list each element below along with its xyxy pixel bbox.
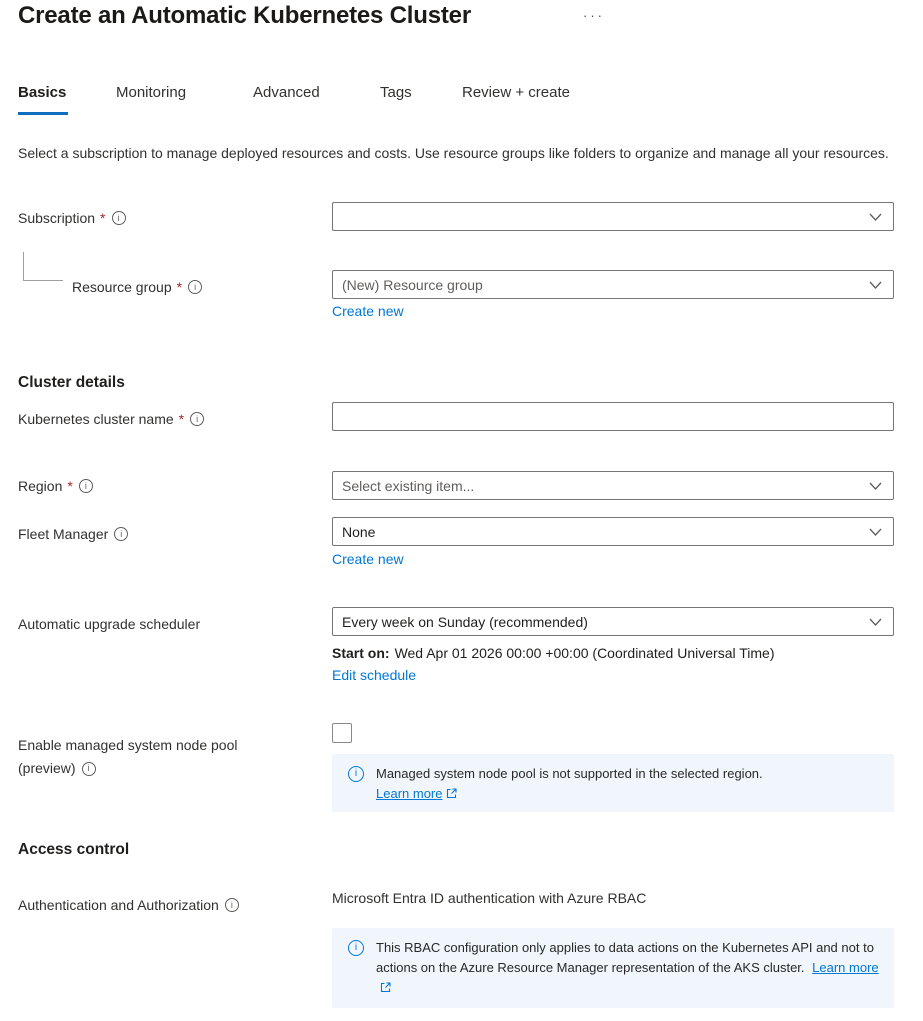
tab-monitoring[interactable]: Monitoring — [116, 84, 187, 101]
cluster-name-info-icon[interactable]: i — [190, 412, 204, 426]
page-title: Create an Automatic Kubernetes Cluster — [18, 2, 471, 29]
active-tab-indicator — [18, 112, 68, 115]
auth-label: Authentication and Authorization i — [18, 897, 239, 913]
upgrade-scheduler-label: Automatic upgrade scheduler — [18, 616, 201, 632]
tab-advanced[interactable]: Advanced — [253, 84, 320, 101]
required-marker: * — [176, 279, 183, 295]
fleet-manager-dropdown[interactable] — [332, 517, 894, 546]
tab-basics[interactable]: Basics — [18, 84, 67, 101]
subscription-info-icon[interactable]: i — [112, 211, 126, 225]
cluster-name-label: Kubernetes cluster name * i — [18, 411, 204, 427]
chevron-down-icon — [869, 528, 882, 537]
fleet-manager-info-icon[interactable]: i — [114, 527, 128, 541]
auth-info-text: This RBAC configuration only applies to data actions on the Kubernetes API and not to actions on the Azure Resource Manager representation of the AKS cluster. — [376, 940, 874, 975]
node-pool-learn-more-link[interactable]: Learn more — [376, 786, 443, 801]
resource-group-dropdown[interactable] — [332, 270, 894, 299]
subscription-dropdown[interactable] — [332, 202, 894, 231]
required-marker: * — [67, 478, 73, 494]
intro-text: Select a subscription to manage deployed resources and costs. Use resource groups like folders to organize and manage all your resources. — [18, 145, 889, 161]
upgrade-start-on-text — [332, 645, 774, 661]
cluster-details-heading: Cluster details — [18, 374, 125, 391]
upgrade-scheduler-dropdown[interactable] — [332, 607, 894, 636]
start-on-label: Start on: — [332, 645, 390, 661]
region-info-icon[interactable]: i — [79, 479, 93, 493]
node-pool-info-icon[interactable]: i — [82, 762, 96, 776]
node-pool-label: Enable managed system node pool (preview) i — [18, 737, 238, 776]
info-icon: i — [348, 766, 364, 782]
cluster-name-input[interactable] — [332, 402, 894, 431]
resource-group-indent-connector — [23, 252, 63, 281]
resource-group-create-new-link[interactable]: Create new — [332, 303, 404, 319]
start-on-value: Wed Apr 01 2026 00:00 +00:00 (Coordinated Universal Time) — [394, 645, 775, 661]
access-control-heading: Access control — [18, 841, 130, 858]
tab-review-create[interactable]: Review + create — [462, 84, 570, 101]
auth-info-box — [332, 928, 894, 1008]
chevron-down-icon — [869, 618, 882, 627]
region-dropdown-placeholder: Select existing item... — [342, 477, 475, 494]
region-label: Region * i — [18, 478, 93, 494]
chevron-down-icon — [869, 281, 882, 290]
auth-learn-more-link[interactable]: Learn more — [812, 960, 879, 975]
fleet-manager-create-new-link[interactable]: Create new — [332, 551, 404, 567]
info-icon: i — [348, 940, 364, 956]
more-menu-button[interactable]: ··· — [583, 8, 605, 23]
node-pool-info-text: Managed system node pool is not supported in the selected region. — [376, 766, 763, 781]
node-pool-info-box — [332, 754, 894, 812]
required-marker: * — [100, 210, 106, 226]
tab-tags[interactable]: Tags — [380, 84, 412, 101]
resource-group-label: Resource group * i — [72, 279, 202, 295]
required-marker: * — [178, 411, 185, 427]
edit-schedule-link[interactable]: Edit schedule — [332, 667, 417, 683]
region-dropdown[interactable] — [332, 471, 894, 500]
chevron-down-icon — [869, 482, 882, 491]
upgrade-scheduler-dropdown-value: Every week on Sunday (recommended) — [342, 613, 588, 630]
resource-group-dropdown-value: (New) Resource group — [342, 276, 483, 293]
external-link-icon — [446, 788, 457, 799]
auth-value-text: Microsoft Entra ID authentication with Azure RBAC — [332, 890, 647, 906]
fleet-manager-dropdown-value: None — [342, 523, 376, 540]
external-link-icon — [380, 982, 391, 993]
node-pool-checkbox[interactable] — [332, 723, 352, 743]
resource-group-info-icon[interactable]: i — [188, 280, 202, 294]
fleet-manager-label: Fleet Manager i — [18, 526, 128, 542]
subscription-label: Subscription * i — [18, 210, 126, 226]
chevron-down-icon — [869, 213, 882, 222]
auth-info-icon[interactable]: i — [225, 898, 239, 912]
